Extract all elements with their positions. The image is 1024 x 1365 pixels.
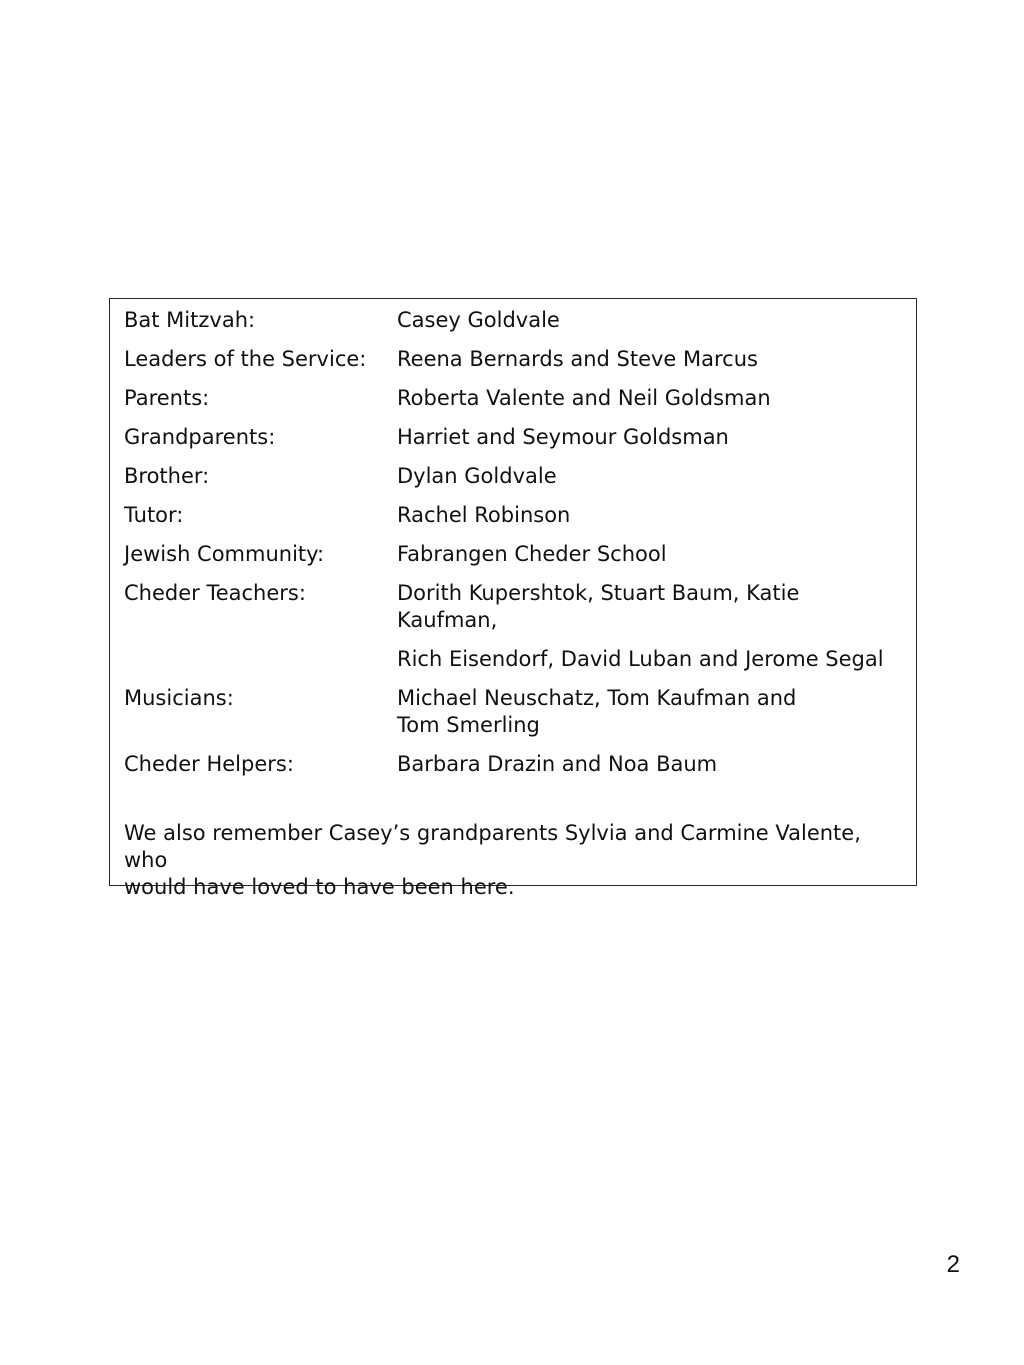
credit-value: Michael Neuschatz, Tom Kaufman and Tom Smerling	[397, 686, 797, 737]
credit-value: Casey Goldvale	[397, 308, 560, 332]
credit-row-tutor	[124, 502, 902, 529]
credit-row-leaders	[124, 346, 902, 373]
credit-value: Dylan Goldvale	[397, 464, 557, 488]
credit-row-grandparents	[124, 424, 902, 451]
credit-row-musicians	[124, 685, 902, 739]
credit-label: Cheder Helpers:	[124, 752, 294, 776]
credit-row-bat-mitzvah	[124, 307, 902, 334]
credit-label: Bat Mitzvah:	[124, 308, 256, 332]
credit-value: Reena Bernards and Steve Marcus	[397, 347, 758, 371]
credit-label: Leaders of the Service:	[124, 347, 367, 371]
credit-row-cheder-helpers	[124, 751, 902, 778]
credits-box	[109, 298, 917, 899]
credit-label: Musicians:	[124, 686, 234, 710]
credit-value: Harriet and Seymour Goldsman	[397, 425, 729, 449]
credit-label: Brother:	[124, 464, 210, 488]
credit-value: Dorith Kupershtok, Stuart Baum, Katie Kaufman,	[397, 581, 800, 632]
credit-label: Grandparents:	[124, 425, 276, 449]
credit-row-parents	[124, 385, 902, 412]
credit-row-brother	[124, 463, 902, 490]
credit-value: Roberta Valente and Neil Goldsman	[397, 386, 771, 410]
credit-value: Rachel Robinson	[397, 503, 571, 527]
remembrance-text: We also remember Casey’s grandparents Sylvia and Carmine Valente, who would have loved to have been here.	[124, 821, 861, 899]
credit-label: Cheder Teachers:	[124, 581, 306, 605]
credit-row-cheder-teachers-continued	[124, 646, 902, 673]
credit-value: Fabrangen Cheder School	[397, 542, 667, 566]
credit-row-cheder-teachers	[124, 580, 902, 634]
credit-row-jewish-community	[124, 541, 902, 568]
credit-value: Barbara Drazin and Noa Baum	[397, 752, 718, 776]
credit-value: Rich Eisendorf, David Luban and Jerome Segal	[397, 647, 884, 671]
credit-label: Jewish Community:	[124, 542, 325, 566]
page-number: 2	[946, 1251, 960, 1278]
credit-label: Parents:	[124, 386, 210, 410]
credit-label: Tutor:	[124, 503, 184, 527]
